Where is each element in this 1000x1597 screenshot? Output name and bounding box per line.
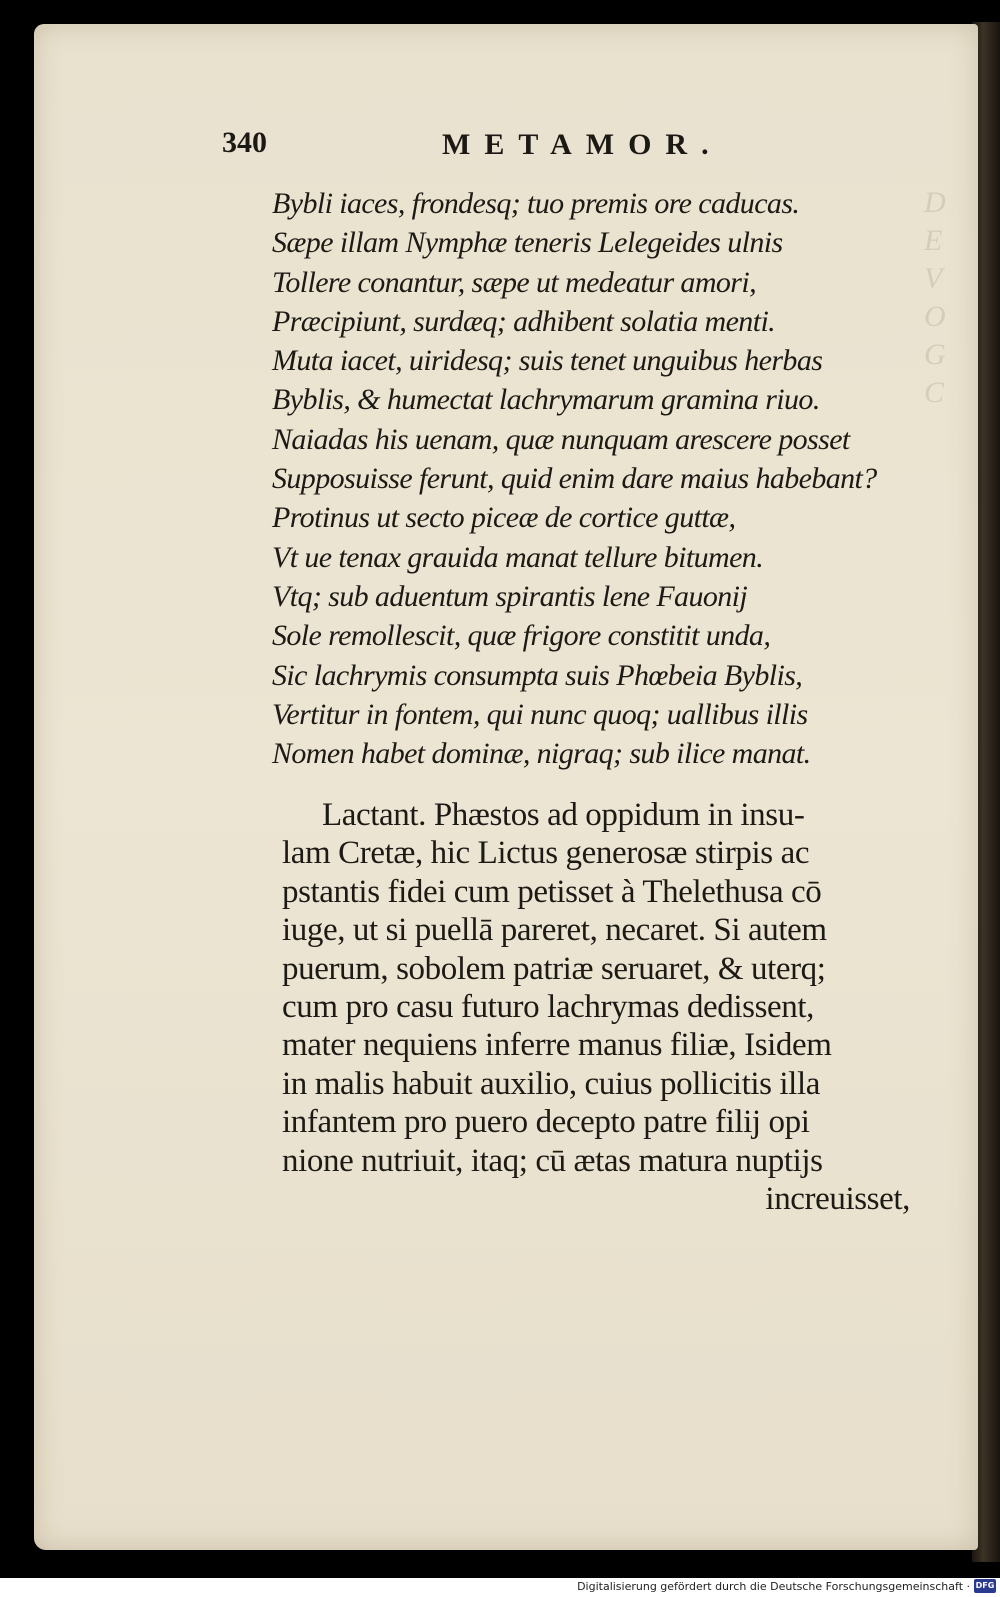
commentary-line: puerum, sobolem patriæ seruaret, & uterq; bbox=[282, 950, 826, 987]
verse-line: Sæpe illam Nymphæ teneris Lelegeides ulnis bbox=[272, 226, 783, 260]
commentary-line: iuge, ut si puellā pareret, necaret. Si autem bbox=[282, 912, 827, 949]
verse-line: Sic lachrymis consumpta suis Phœbeia Byblis, bbox=[272, 658, 803, 692]
commentary-line: pstantis fidei cum petisset à Thelethusa cō bbox=[282, 873, 822, 910]
commentary-block bbox=[282, 796, 922, 1218]
verse-line: Byblis, & humectat lachrymarum gramina riuo. bbox=[272, 383, 820, 417]
show-through-bleed: D E V O G C bbox=[924, 186, 946, 409]
commentary-line: Lactant. Phæstos ad oppidum in insu- bbox=[322, 797, 805, 833]
commentary-line: mater nequiens inferre manus filiæ, Isidem bbox=[282, 1027, 832, 1064]
funding-credit: Digitalisierung gefördert durch die Deutsche Forschungsgemeinschaft · bbox=[577, 1580, 970, 1593]
verse-line: Supposuisse ferunt, quid enim dare maius habebant? bbox=[272, 462, 877, 496]
page-header bbox=[222, 126, 782, 166]
page-number: 340 bbox=[222, 126, 267, 159]
dfg-logo: DFG bbox=[974, 1579, 996, 1593]
commentary-line: increuisset, bbox=[765, 1180, 910, 1217]
verse-line: Bybli iaces, frondesq; tuo premis ore caducas. bbox=[272, 187, 800, 220]
verse-line: Sole remollescit, quæ frigore constitit unda, bbox=[272, 619, 771, 653]
verse-line: Nomen habet dominæ, nigraq; sub ilice manat. bbox=[272, 737, 811, 771]
commentary-line: cum pro casu futuro lachrymas dedissent, bbox=[282, 988, 815, 1025]
commentary-line: nione nutriuit, itaq; cū ætas matura nuptijs bbox=[282, 1142, 823, 1179]
commentary-line: in malis habuit auxilio, cuius pollicitis illa bbox=[282, 1065, 820, 1102]
verse-line: Protinus ut secto piceæ de cortice guttæ, bbox=[272, 501, 736, 535]
verse-line: Vt ue tenax grauida manat tellure bitumen. bbox=[272, 540, 764, 574]
verse-line: Vtq; sub aduentum spirantis lene Fauonij bbox=[272, 579, 748, 613]
running-head: METAMOR. bbox=[442, 128, 723, 161]
commentary-line: lam Cretæ, hic Lictus generosæ stirpis ac bbox=[282, 835, 810, 872]
verse-line: Tollere conantur, sæpe ut medeatur amori, bbox=[272, 265, 757, 299]
verse-line: Præcipiunt, surdæq; adhibent solatia menti. bbox=[272, 304, 776, 338]
verse-line: Vertitur in fontem, qui nunc quoq; uallibus illis bbox=[272, 697, 808, 731]
commentary-line: infantem pro puero decepto patre filij opi bbox=[282, 1104, 810, 1141]
verse-line: Naiadas his uenam, quæ nunquam arescere posset bbox=[272, 422, 850, 456]
verse-block bbox=[272, 184, 892, 773]
verse-line: Muta iacet, uiridesq; suis tenet unguibus herbas bbox=[272, 344, 823, 378]
